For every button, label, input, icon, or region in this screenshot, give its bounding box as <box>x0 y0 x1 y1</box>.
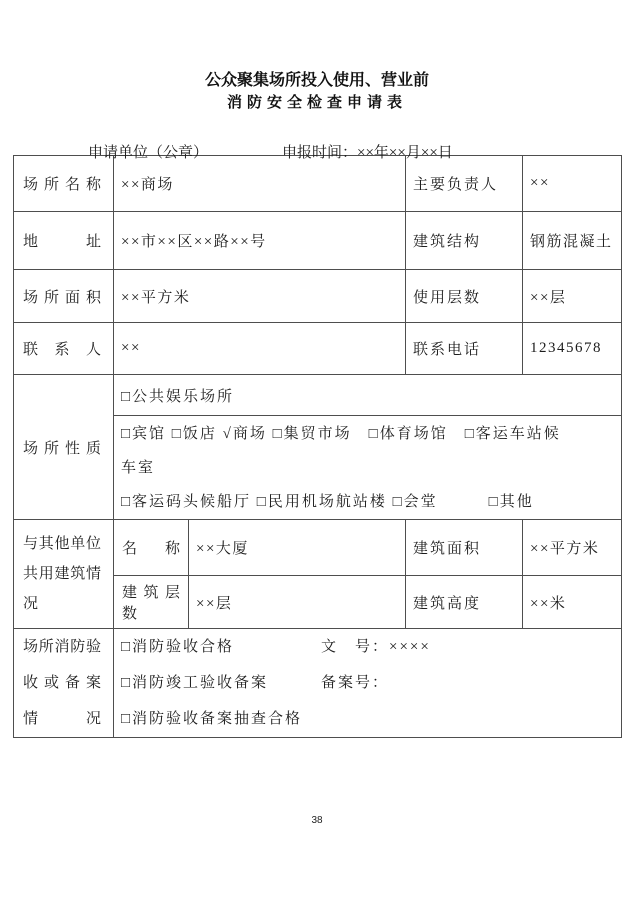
building-area-value: ××平方米 <box>523 520 622 576</box>
report-time-label: 申报时间：××年××月××日 <box>282 145 453 161</box>
address-label-cell <box>14 212 114 270</box>
acceptance-doc-number: 文 号：×××× <box>321 639 431 655</box>
table-row <box>14 156 622 212</box>
application-form-table <box>13 155 622 738</box>
venue-nature-option-public-entertainment: □公共娱乐场所 <box>121 388 235 405</box>
venue-name-value: ××商场 <box>114 156 406 212</box>
acceptance-options-cell <box>114 629 622 738</box>
venue-nature-row2-cell <box>114 416 622 520</box>
acceptance-line2 <box>114 665 621 701</box>
contact-phone-label: 联系电话 <box>406 323 523 375</box>
acceptance-label-cell <box>14 629 114 738</box>
building-floors-label-cell <box>114 576 189 629</box>
venue-nature-options-line2: 车室 <box>121 459 156 476</box>
principal-label: 主要负责人 <box>406 156 523 212</box>
acceptance-option-spot-check-passed: □消防验收备案抽查合格 <box>121 711 303 727</box>
table-row <box>14 375 622 416</box>
document-title-line2: 消防安全检查申请表 <box>226 94 407 111</box>
venue-nature-row1-cell <box>114 375 622 416</box>
address-value: ××市××区××路××号 <box>114 212 406 270</box>
venue-nature-label-cell <box>14 375 114 520</box>
contact-person-label: 联系人 <box>23 342 101 358</box>
acceptance-label-line1: 场所消防验 <box>23 639 101 655</box>
table-row <box>14 212 622 270</box>
acceptance-option-passed: □消防验收合格 <box>121 639 235 655</box>
shared-name-value: ××大厦 <box>189 520 406 576</box>
table-row <box>14 629 622 738</box>
building-floors-value: ××层 <box>189 576 406 629</box>
acceptance-line1 <box>114 629 621 665</box>
venue-area-label: 场所面积 <box>23 289 101 306</box>
table-row <box>14 520 622 576</box>
table-row <box>14 270 622 323</box>
venue-nature-options-line3: □客运码头候船厅 □民用机场航站楼 □会堂 □其他 <box>121 493 534 510</box>
shared-building-label-line1: 与其他单位 <box>23 536 101 552</box>
venue-name-label-cell <box>14 156 114 212</box>
venue-name-label: 场所名称 <box>23 177 101 193</box>
building-area-label: 建筑面积 <box>406 520 523 576</box>
document-title-line1: 公众聚集场所投入使用、营业前 <box>204 72 429 89</box>
venue-area-value: ××平方米 <box>114 270 406 323</box>
contact-person-label-cell <box>14 323 114 375</box>
shared-building-label-cell <box>14 520 114 629</box>
shared-building-label-line2: 共用建筑情 <box>23 566 101 582</box>
building-structure-value: 钢筋混凝土 <box>523 212 622 270</box>
header-line <box>73 124 634 161</box>
building-height-value: ××米 <box>523 576 622 629</box>
floors-used-value: ××层 <box>523 270 622 323</box>
building-structure-label: 建筑结构 <box>406 212 523 270</box>
page-number: 38 <box>311 815 323 826</box>
address-label: 地址 <box>23 234 101 250</box>
shared-name-label: 名称 <box>122 541 180 557</box>
shared-building-label-line3: 况 <box>23 596 39 612</box>
acceptance-label-line3: 情况 <box>23 711 101 727</box>
venue-nature-label: 场所性质 <box>23 440 101 457</box>
table-row <box>14 323 622 375</box>
building-height-label: 建筑高度 <box>406 576 523 629</box>
applicant-unit-label: 申请单位（公章） <box>88 145 209 161</box>
contact-phone-value: 12345678 <box>523 323 622 375</box>
acceptance-line3 <box>114 701 621 737</box>
shared-name-label-cell <box>114 520 189 576</box>
contact-person-value: ×× <box>114 323 406 375</box>
acceptance-record-number: 备案号： <box>321 675 390 691</box>
venue-nature-options-line1: □宾馆 □饭店 √商场 □集贸市场 □体育场馆 □客运车站候 <box>121 425 561 442</box>
principal-value: ×× <box>523 156 622 212</box>
acceptance-label-line2: 收或备案 <box>23 675 101 691</box>
venue-area-label-cell <box>14 270 114 323</box>
building-floors-label: 建筑层数 <box>122 585 180 622</box>
floors-used-label: 使用层数 <box>406 270 523 323</box>
acceptance-option-completion-record: □消防竣工验收备案 <box>121 675 269 691</box>
